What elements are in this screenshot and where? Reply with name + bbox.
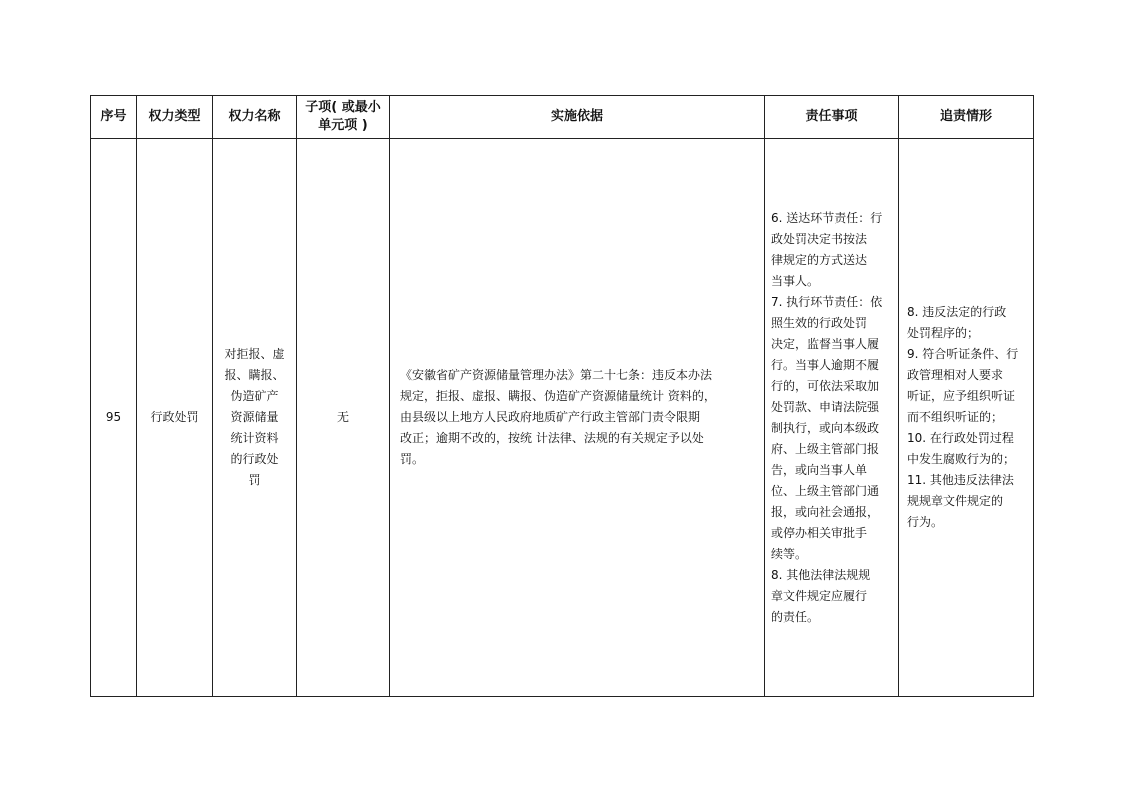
accountability-line: 规规章文件规定的: [907, 494, 1004, 508]
responsibility-line: 政处罚决定书按法: [771, 231, 868, 246]
responsibility-line: 当事人。: [771, 273, 820, 288]
responsibility-line: 位、上级主管部门通: [771, 483, 880, 498]
header-power-type: 权力类型: [137, 96, 213, 139]
accountability-line: 中发生腐败行为的；: [907, 452, 1016, 466]
cell-power-type: 行政处罚: [137, 139, 213, 697]
power-name-line: 罚: [248, 473, 261, 487]
header-sub-item-line1: 子项( 或最小: [305, 100, 381, 115]
responsibility-line: 或停办相关审批手: [771, 525, 868, 540]
responsibility-line: 行。当事人逾期不履: [771, 357, 880, 372]
responsibility-line: 报，或向社会通报，: [771, 504, 880, 519]
basis-text: [390, 365, 764, 470]
responsibility-line: 章文件规定应履行: [771, 588, 868, 603]
header-basis: 实施依据: [390, 96, 765, 139]
power-name-line: 伪造矿产: [230, 389, 279, 403]
responsibility-line: 6. 送达环节责任：行: [771, 210, 883, 225]
header-sub-item-line2: 单元项 ): [318, 118, 368, 133]
responsibility-line: 7. 执行环节责任：依: [771, 294, 883, 309]
basis-line: 规定，拒报、虚报、瞒报、伪造矿产资源储量统计 资料的，: [400, 389, 716, 403]
basis-line: 改正；逾期不改的，按统 计法律、法规的有关规定予以处: [400, 431, 704, 445]
cell-accountability: [899, 139, 1034, 697]
power-name-text: [213, 344, 296, 491]
responsibility-line: 决定，监督当事人履: [771, 336, 880, 351]
cell-basis: [390, 139, 765, 697]
responsibility-line: 律规定的方式送达: [771, 252, 868, 267]
header-accountability: 追责情形: [899, 96, 1034, 139]
power-name-line: 对拒报、虚: [224, 347, 285, 361]
accountability-text: [899, 302, 1033, 533]
accountability-line: 处罚程序的；: [907, 326, 980, 340]
responsibility-line: 照生效的行政处罚: [771, 315, 868, 330]
header-seq: 序号: [91, 96, 137, 139]
accountability-line: 8. 违反法定的行政: [907, 305, 1007, 319]
accountability-line: 10. 在行政处罚过程: [907, 431, 1014, 445]
power-list-table: [90, 95, 1034, 697]
table-row: [91, 139, 1034, 697]
accountability-line: 政管理相对人要求: [907, 368, 1004, 382]
accountability-line: 行为。: [907, 515, 944, 529]
basis-line: 由县级以上地方人民政府地质矿产行政主管部门责令限期: [400, 410, 701, 424]
header-power-name: 权力名称: [213, 96, 297, 139]
accountability-line: 9. 符合听证条件、行: [907, 347, 1019, 361]
accountability-line: 而不组织听证的；: [907, 410, 1004, 424]
power-name-line: 的行政处: [230, 452, 279, 466]
responsibility-line: 续等。: [771, 546, 808, 561]
accountability-line: 11. 其他违反法律法: [907, 473, 1014, 487]
basis-line: 罚。: [400, 452, 425, 466]
responsibility-line: 8. 其他法律法规规: [771, 567, 871, 582]
cell-responsibility: [765, 139, 899, 697]
cell-seq: 95: [91, 139, 137, 697]
cell-sub-item: 无: [297, 139, 390, 697]
header-responsibility: 责任事项: [765, 96, 899, 139]
power-name-line: 统计资料: [230, 431, 279, 445]
responsibility-text: [765, 208, 898, 628]
accountability-line: 听证，应予组织听证: [907, 389, 1016, 403]
responsibility-line: 的责任。: [771, 609, 820, 624]
responsibility-line: 处罚款、申请法院强: [771, 399, 880, 414]
responsibility-line: 制执行，或向本级政: [771, 420, 880, 435]
header-row: [91, 96, 1034, 139]
cell-power-name: [213, 139, 297, 697]
responsibility-line: 府、上级主管部门报: [771, 441, 880, 456]
basis-line: 《安徽省矿产资源储量管理办法》第二十七条：违反本办法: [400, 368, 713, 382]
power-name-line: 报、瞒报、: [224, 368, 285, 382]
power-name-line: 资源储量: [230, 410, 279, 424]
header-sub-item: [297, 96, 390, 139]
responsibility-line: 行的，可依法采取加: [771, 378, 880, 393]
responsibility-line: 告，或向当事人单: [771, 462, 868, 477]
